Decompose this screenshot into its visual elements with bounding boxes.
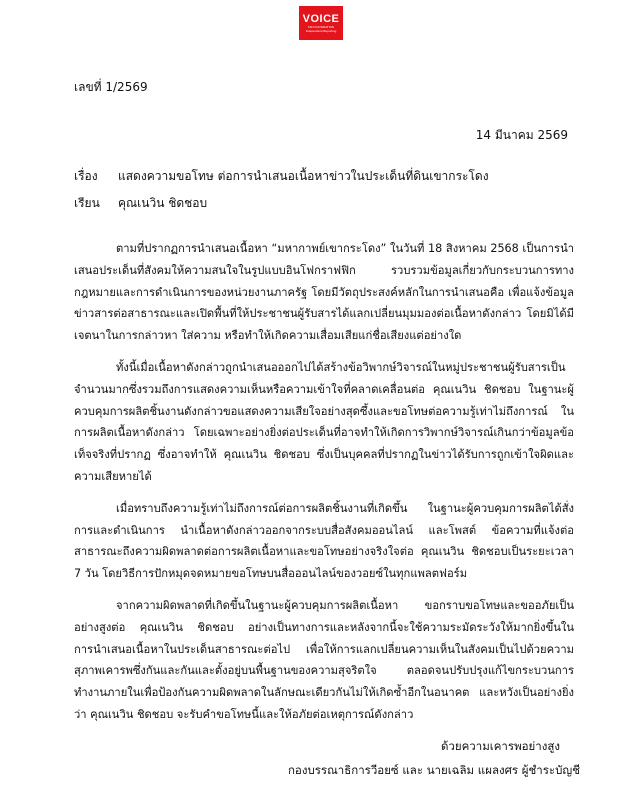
letter-body	[74, 238, 574, 736]
recipient-text: คุณเนวิน ชิดชอบ	[118, 196, 208, 210]
body-paragraph-1: ตามที่ปรากฏการนำเสนอเนื้อหา “มหากาพย์เขากระโดง” ในวันที่ 18 สิงหาคม 2568 เป็นการนำเสนอประเด็นที่สังคมให้ความสนใจในรูปแบบอินโฟกราฟฟิก รวบรวมข้อมูลเกี่ยวกับกระบวนการทางกฎหมายและการดำเนินการของหน่วยงานภาครัฐ โดยมีวัตถุประสงค์หลักในการนำเสนอคือ เพื่อแจ้งข้อมูลข่าวสารต่อสาธารณะและเปิดพื้นที่ให้ประชาชนผู้รับสารได้แลกเปลี่ยนมุมมองต่อเนื้อหาดังกล่าว โดยมิได้มีเจตนาในการกล่าวหา ใส่ความ หรือทำให้เกิดความเสื่อมเสียแก่ชื่อเสียงแต่อย่างใด	[74, 242, 574, 343]
logo-brand: VOICE	[302, 13, 340, 25]
document-number: เลขที่ 1/2569	[74, 80, 148, 94]
recipient-row	[74, 194, 207, 213]
subject-text: แสดงความขอโทษ ต่อการนำเสนอเนื้อหาข่าวในประเด็นที่ดินเขากระโดง	[118, 169, 489, 183]
body-paragraph-2: ทั้งนี้เมื่อเนื้อหาดังกล่าวถูกนำเสนอออกไปได้สร้างข้อวิพากษ์วิจารณ์ในหมู่ประชาชนผู้รับสารเป็นจำนวนมากซึ่งรวมถึงการแสดงความเห็นหรือความเข้าใจที่คลาดเคลื่อนต่อ คุณเนวิน ชิดชอบ ในฐานะผู้ควบคุมการผลิตชิ้นงานดังกล่าวขอแสดงความเสียใจอย่างสุดซึ้งและขอโทษต่อความรู้เท่าไม่ถึงการณ์ ในการผลิตเนื้อหาดังกล่าว โดยเฉพาะอย่างยิ่งต่อประเด็นที่อาจทำให้เกิดการวิพากษ์วิจารณ์เกินกว่าข้อมูลข้อเท็จจริงที่ปรากฏ ซึ่งอาจทำให้ คุณเนวิน ชิดชอบ ซึ่งเป็นบุคคลที่ปรากฏในข่าวได้รับการถูกเข้าใจผิดและความเสียหายได้	[74, 360, 574, 483]
letter-date: 14 มีนาคม 2569	[475, 128, 568, 142]
logo-subline-1: TAN FOUNDATION	[307, 25, 335, 29]
logo-subline-2: Independent Reporting	[305, 29, 337, 33]
recipient-label: เรียน	[74, 196, 100, 210]
voice-logo	[299, 6, 343, 40]
subject-row	[74, 167, 489, 186]
body-paragraph-3: เมื่อทราบถึงความรู้เท่าไม่ถึงการณ์ต่อการผลิตชิ้นงานที่เกิดขึ้น ในฐานะผู้ควบคุมการผลิตได้สั่งการและดำเนินการ นำเนื้อหาดังกล่าวออกจากระบบสื่อสังคมออนไลน์ และโพสต์ ข้อความที่แจ้งต่อสาธารณะถึงความผิดพลาดต่อการผลิตเนื้อหาและขอโทษอย่างจริงใจต่อ คุณเนวิน ชิดชอบเป็นระยะเวลา 7 วัน โดยวิธีการปักหมุดจดหมายขอโทษบนสื่อออนไลน์ของวอยซ์ในทุกแพลตฟอร์ม	[74, 501, 574, 581]
signatory-line: กองบรรณาธิการวีอยซ์ และ นายเฉลิม แผลงศร ผู้ชำระบัญชี	[287, 763, 580, 777]
body-paragraph-4: จากความผิดพลาดที่เกิดขึ้นในฐานะผู้ควบคุมการผลิตเนื้อหา ขอกราบขอโทษและขออภัยเป็นอย่างสูงต่อ คุณเนวิน ชิดชอบ อย่างเป็นทางการและหลังจากนี้จะใช้ความระมัดระวังให้มากยิ่งขึ้นในการนำเสนอเนื้อหาในประเด็นสาธารณะต่อไป เพื่อให้การแลกเปลี่ยนความเห็นในสังคมเป็นไปด้วยความสุภาพเคารพซึ่งกันและกันและตั้งอยู่บนพื้นฐานของความสุจริตใจ ตลอดจนปรับปรุงแก้ไขกระบวนการทำงานภายในเพื่อป้องกันความผิดพลาดในลักษณะเดียวกันไม่ให้เกิดซ้ำอีกในอนาคต และหวังเป็นอย่างยิ่งว่า คุณเนวิน ชิดชอบ จะรับคำขอโทษนี้และให้อภัยต่อเหตุการณ์ดังกล่าว	[74, 598, 574, 721]
closing-line: ด้วยความเคารพอย่างสูง	[440, 739, 560, 753]
subject-label: เรื่อง	[74, 169, 98, 183]
